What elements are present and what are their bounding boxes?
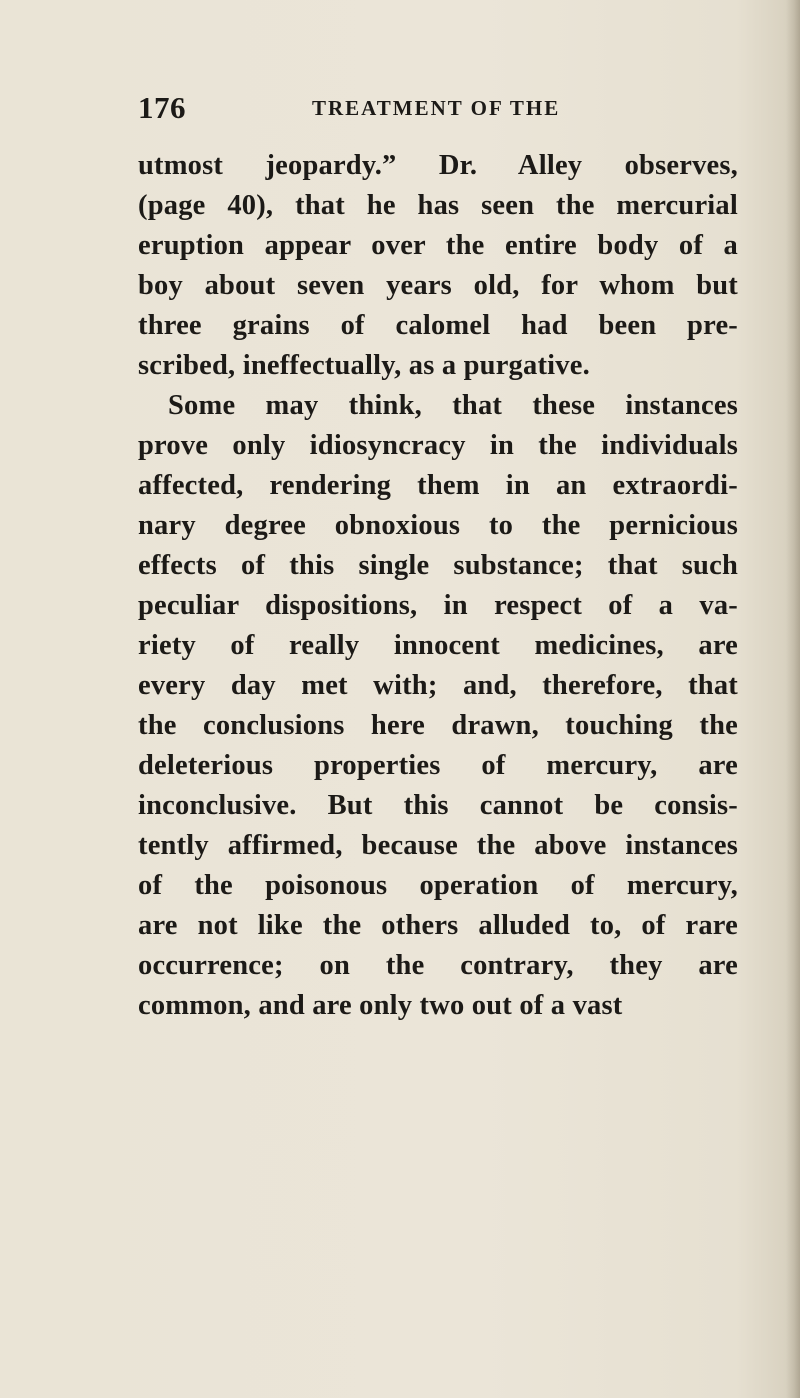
text-line: inconclusive. But this cannot be consis- bbox=[138, 790, 738, 821]
text-line: eruption appear over the entire body of a bbox=[138, 230, 738, 261]
text-line: (page 40), that he has seen the mercurial bbox=[138, 190, 738, 221]
text-line: three grains of calomel had been pre- bbox=[138, 310, 738, 341]
page-edge-shadow bbox=[786, 0, 800, 1398]
running-title: TREATMENT OF THE bbox=[312, 96, 561, 120]
text-line: boy about seven years old, for whom but bbox=[138, 270, 738, 301]
page-number: 176 bbox=[138, 90, 186, 125]
text-line: effects of this single substance; that such bbox=[138, 550, 738, 581]
text-line: of the poisonous operation of mercury, bbox=[138, 870, 738, 901]
text-line: occurrence; on the contrary, they are bbox=[138, 950, 738, 981]
text-line: common, and are only two out of a vast bbox=[138, 990, 623, 1021]
text-line: are not like the others alluded to, of rare bbox=[138, 910, 738, 941]
text-line: every day met with; and, therefore, that bbox=[138, 670, 738, 701]
text-line: prove only idiosyncracy in the individuals bbox=[138, 430, 738, 461]
text-line: affected, rendering them in an extraordi- bbox=[138, 470, 738, 501]
text-line: Some may think, that these instances bbox=[168, 390, 738, 421]
text-line: tently affirmed, because the above instances bbox=[138, 830, 738, 861]
text-line: utmost jeopardy.” Dr. Alley observes, bbox=[138, 150, 738, 181]
text-line: deleterious properties of mercury, are bbox=[138, 750, 738, 781]
body-text bbox=[138, 146, 738, 1026]
text-line: nary degree obnoxious to the pernicious bbox=[138, 510, 738, 541]
running-head bbox=[138, 90, 598, 130]
text-line: riety of really innocent medicines, are bbox=[138, 630, 738, 661]
text-line: peculiar dispositions, in respect of a va- bbox=[138, 590, 738, 621]
text-line: the conclusions here drawn, touching the bbox=[138, 710, 738, 741]
text-line: scribed, ineffectually, as a purgative. bbox=[138, 350, 590, 381]
